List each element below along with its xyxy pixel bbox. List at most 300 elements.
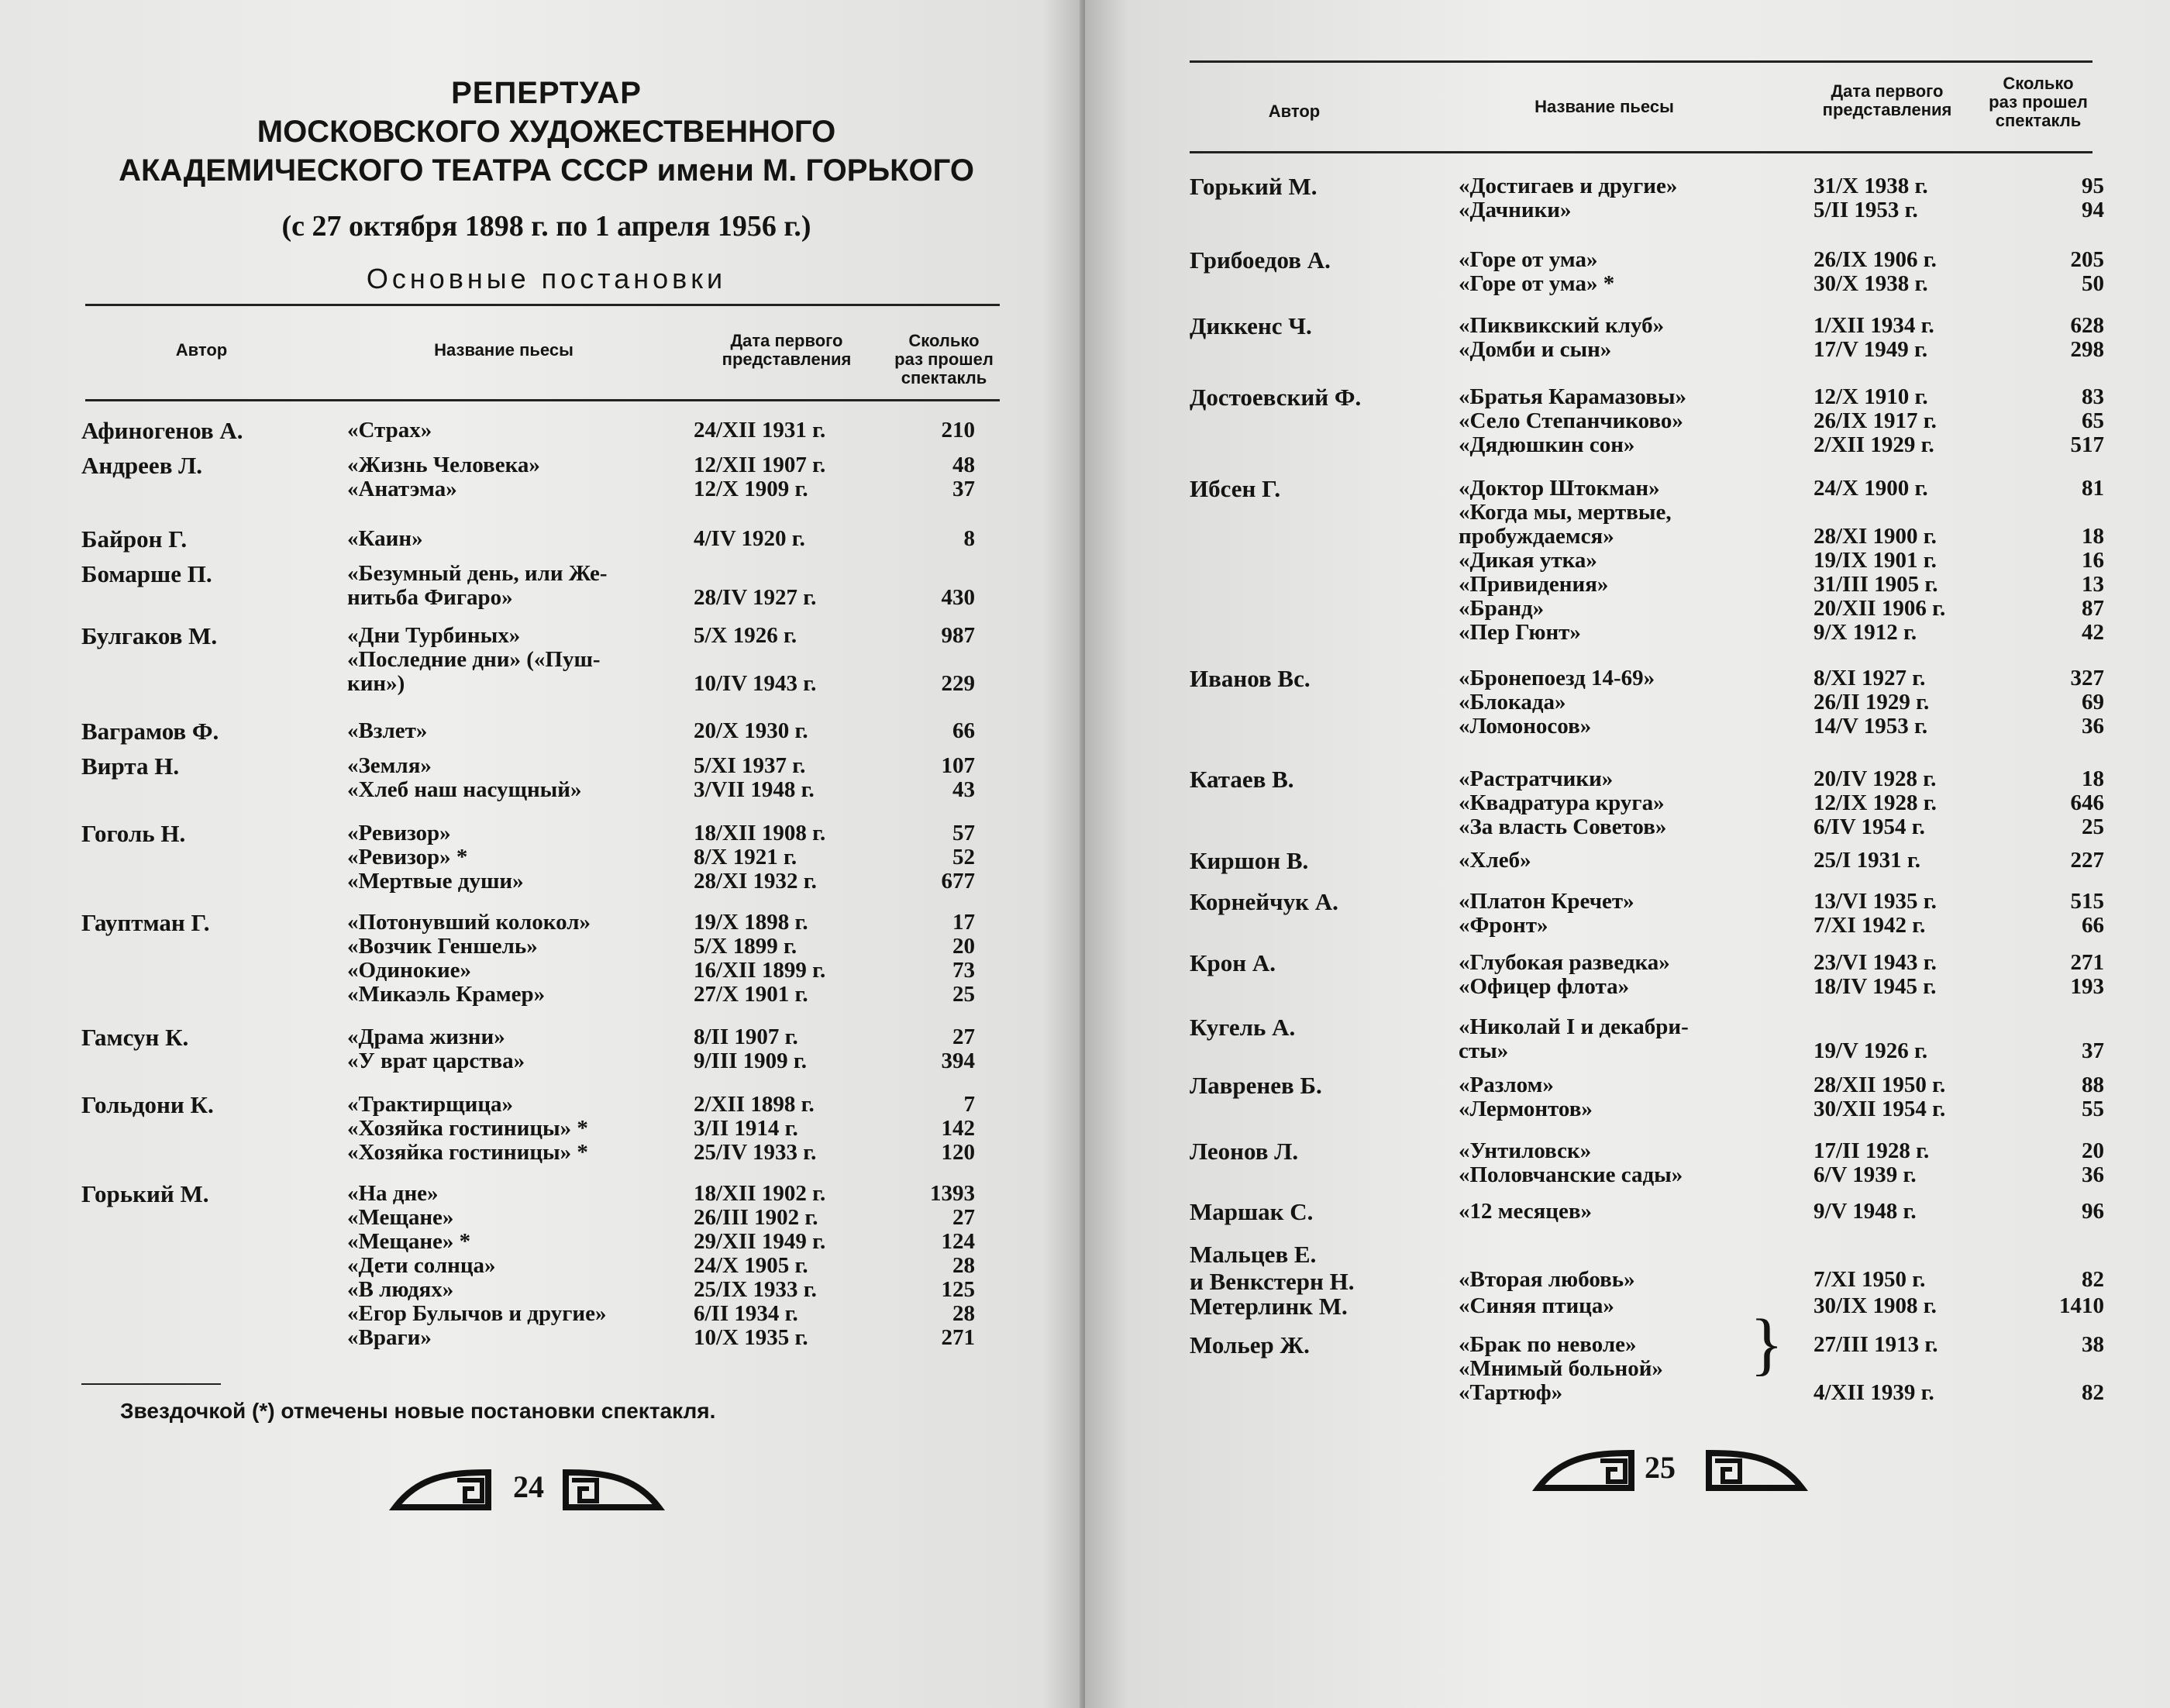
play-list — [1459, 1200, 2124, 1224]
performance-count: 517 — [2070, 432, 2104, 457]
author-name: Афиногенов А. — [81, 417, 243, 444]
performance-count: 73 — [952, 958, 975, 983]
author-name: Маршак С. — [1190, 1198, 1314, 1225]
play-entry — [347, 1141, 1038, 1165]
performance-count: 124 — [941, 1229, 975, 1254]
table-top-rule — [85, 304, 1000, 306]
play-entry — [347, 672, 1038, 696]
header-author: Автор — [175, 340, 228, 360]
premiere-date: 18/IV 1945 г. — [1814, 974, 1937, 999]
play-entry — [347, 754, 1038, 778]
premiere-date: 8/XI 1927 г. — [1814, 666, 1926, 690]
performance-count: 36 — [2082, 1162, 2104, 1187]
play-title: «Пиквикский клуб» — [1459, 313, 1665, 338]
play-title: «Мнимый больной» — [1459, 1356, 1663, 1381]
performance-count: 94 — [2082, 198, 2104, 222]
performance-count: 38 — [2082, 1332, 2104, 1357]
play-title: «Синяя птица» — [1459, 1293, 1614, 1318]
premiere-date: 8/II 1907 г. — [694, 1024, 798, 1049]
author-name: Гауптман Г. — [81, 909, 210, 936]
play-title: «12 месяцев» — [1459, 1199, 1593, 1224]
page-number-left: 24 — [513, 1469, 544, 1504]
performance-count: 57 — [952, 821, 975, 845]
performance-count: 18 — [2082, 524, 2104, 549]
premiere-date: 3/II 1914 г. — [694, 1116, 798, 1141]
play-title: «Последние дни» («Пуш- — [347, 647, 601, 672]
play-entry — [347, 935, 1038, 959]
title-dates: (с 27 октября 1898 г. по 1 апреля 1956 г.) — [281, 210, 811, 243]
premiere-date: 6/IV 1954 г. — [1814, 814, 1925, 839]
premiere-date: 26/II 1929 г. — [1814, 690, 1930, 715]
play-entry — [347, 845, 1038, 869]
performance-count: 66 — [952, 718, 975, 743]
play-list — [1459, 849, 2124, 873]
play-list — [347, 911, 1038, 1007]
author-name: Гоголь Н. — [81, 820, 186, 847]
performance-count: 55 — [2082, 1097, 2104, 1121]
play-title: «Бронепоезд 14-69» — [1459, 666, 1655, 690]
play-list — [347, 719, 1038, 743]
premiere-date: 6/V 1939 г. — [1814, 1162, 1917, 1187]
premiere-date: 18/XII 1902 г. — [694, 1181, 826, 1206]
performance-count: 69 — [2082, 690, 2104, 715]
premiere-date: 31/III 1905 г. — [1814, 572, 1938, 597]
play-entry — [1459, 1357, 2124, 1381]
footnote: Звездочкой (*) отмечены новые постановки спектакля. — [120, 1399, 716, 1423]
author-name: Киршон В. — [1190, 847, 1309, 874]
play-entry — [1459, 338, 2124, 362]
play-list — [347, 418, 1038, 442]
play-entry — [347, 1278, 1038, 1302]
header-count-right-line3: спектакль — [1995, 111, 2082, 130]
play-entry — [347, 869, 1038, 894]
premiere-date: 27/X 1901 г. — [694, 982, 808, 1007]
play-title: «Николай I и декабри- — [1459, 1014, 1689, 1039]
premiere-date: 5/XI 1937 г. — [694, 753, 806, 778]
play-title: «Дети солнца» — [347, 1253, 496, 1278]
premiere-date: 19/X 1898 г. — [694, 910, 808, 935]
premiere-date: 9/V 1948 г. — [1814, 1199, 1917, 1224]
play-entry — [1459, 815, 2124, 839]
play-entry — [1459, 666, 2124, 690]
premiere-date: 13/VI 1935 г. — [1814, 889, 1937, 914]
play-entry — [1459, 690, 2124, 715]
premiere-date: 20/IV 1928 г. — [1814, 766, 1937, 791]
play-entry — [1459, 573, 2124, 597]
play-list — [347, 624, 1038, 696]
play-title: «Земля» — [347, 753, 432, 778]
header-count-right-line2: раз прошел — [1989, 92, 2088, 112]
author-name: Катаев В. — [1190, 766, 1294, 793]
author-name: Ибсен Г. — [1190, 475, 1281, 502]
play-list — [1459, 477, 2124, 645]
author-name: Иванов Вс. — [1190, 665, 1311, 692]
play-entry — [1459, 1200, 2124, 1224]
premiere-date: 2/XII 1898 г. — [694, 1092, 815, 1117]
play-entry — [347, 959, 1038, 983]
play-title: «Взлет» — [347, 718, 428, 743]
play-title: «Дачники» — [1459, 198, 1572, 222]
play-entry — [1459, 477, 2124, 501]
play-title: «Офицер флота» — [1459, 974, 1630, 999]
play-list — [1459, 1333, 2124, 1405]
play-entry — [347, 719, 1038, 743]
play-list — [1459, 1015, 2124, 1063]
play-entry — [1459, 1163, 2124, 1187]
play-entry — [347, 586, 1038, 610]
performance-count: 18 — [2082, 766, 2104, 791]
play-title: «Доктор Штокман» — [1459, 476, 1660, 501]
play-list — [1459, 890, 2124, 938]
author-name: Бомарше П. — [81, 560, 212, 587]
play-entry — [347, 1206, 1038, 1230]
play-title: «Хлеб наш насущный» — [347, 777, 582, 802]
play-entry — [1459, 1381, 2124, 1405]
performance-count: 66 — [2082, 913, 2104, 938]
play-entry — [347, 624, 1038, 648]
play-title: «Фронт» — [1459, 913, 1548, 938]
play-title: «За власть Советов» — [1459, 814, 1667, 839]
performance-count: 17 — [952, 910, 975, 935]
play-entry — [1459, 501, 2124, 525]
performance-count: 125 — [941, 1277, 975, 1302]
author-name: Лавренев Б. — [1190, 1072, 1322, 1099]
performance-count: 205 — [2070, 247, 2104, 272]
premiere-date: 31/X 1938 г. — [1814, 174, 1928, 198]
header-bottom-rule-right — [1190, 151, 2092, 153]
author-name: Гольдони К. — [81, 1091, 214, 1118]
play-list — [347, 1093, 1038, 1165]
title-line-2: МОСКОВСКОГО ХУДОЖЕСТВЕННОГО — [257, 115, 836, 149]
performance-count: 36 — [2082, 714, 2104, 739]
play-title: «Возчик Геншель» — [347, 934, 538, 959]
performance-count: 65 — [2082, 408, 2104, 433]
performance-count: 229 — [941, 671, 975, 696]
author-name: Горький М. — [81, 1180, 209, 1207]
performance-count: 8 — [963, 526, 975, 551]
play-list — [1459, 174, 2124, 222]
premiere-date: 10/IV 1943 г. — [694, 671, 817, 696]
author-name: Мальцев Е. — [1190, 1241, 1317, 1268]
play-title: «Одинокие» — [347, 958, 472, 983]
performance-count: 327 — [2070, 666, 2104, 690]
play-entry — [1459, 272, 2124, 296]
play-title: «Пер Гюнт» — [1459, 620, 1581, 645]
performance-count: 28 — [952, 1253, 975, 1278]
play-title: «Братья Карамазовы» — [1459, 384, 1686, 409]
play-entry — [1459, 549, 2124, 573]
play-title: «Домби и сын» — [1459, 337, 1612, 362]
play-title: «Дикая утка» — [1459, 548, 1597, 573]
performance-count: 82 — [2082, 1380, 2104, 1405]
play-entry — [347, 1302, 1038, 1326]
premiere-date: 28/XI 1900 г. — [1814, 524, 1937, 549]
title-line-3: АКАДЕМИЧЕСКОГО ТЕАТРА СССР имени М. ГОРЬКОГО — [119, 153, 974, 188]
play-title: «Привидения» — [1459, 572, 1609, 597]
play-entry — [347, 1326, 1038, 1350]
play-entry — [347, 778, 1038, 802]
play-entry — [1459, 1139, 2124, 1163]
premiere-date: 6/II 1934 г. — [694, 1301, 798, 1326]
play-title: «Анатэма» — [347, 477, 457, 501]
play-list — [1459, 951, 2124, 999]
play-list — [1459, 666, 2124, 739]
author-name: Корнейчук А. — [1190, 888, 1338, 915]
page-right — [1085, 0, 2170, 1708]
play-entry — [1459, 248, 2124, 272]
play-entry — [1459, 951, 2124, 975]
play-entry — [1459, 914, 2124, 938]
premiere-date: 24/X 1905 г. — [694, 1253, 808, 1278]
author-name: Булгаков М. — [81, 622, 218, 649]
play-title: «Дни Турбиных» — [347, 623, 521, 648]
play-title: «Брак по неволе» — [1459, 1332, 1637, 1357]
performance-count: 16 — [2082, 548, 2104, 573]
play-entry — [347, 527, 1038, 551]
premiere-date: 26/III 1902 г. — [694, 1205, 818, 1230]
play-entry — [1459, 409, 2124, 433]
play-title: «Бранд» — [1459, 596, 1545, 621]
play-entry — [1459, 1097, 2124, 1121]
play-list — [347, 527, 1038, 551]
performance-count: 271 — [941, 1325, 975, 1350]
premiere-date: 28/XI 1932 г. — [694, 869, 817, 894]
play-title: «Жизнь Человека» — [347, 453, 540, 477]
play-entry — [1459, 890, 2124, 914]
premiere-date: 5/X 1899 г. — [694, 934, 797, 959]
play-entry — [1459, 1039, 2124, 1063]
play-entry — [347, 1025, 1038, 1049]
premiere-date: 27/III 1913 г. — [1814, 1332, 1938, 1357]
play-list — [347, 562, 1038, 610]
play-title: «Разлом» — [1459, 1073, 1554, 1097]
premiere-date: 26/IX 1917 г. — [1814, 408, 1937, 433]
premiere-date: 19/V 1926 г. — [1814, 1038, 1928, 1063]
performance-count: 515 — [2070, 889, 2104, 914]
header-date-right-line1: Дата первого — [1831, 81, 1944, 101]
play-title: «Потонувший колокол» — [347, 910, 591, 935]
play-entry — [347, 648, 1038, 672]
brace-moliere: } — [1750, 1306, 1784, 1383]
play-title: «Блокада» — [1459, 690, 1566, 715]
header-date-right — [1798, 82, 1976, 119]
header-count-line3: спектакль — [901, 368, 987, 387]
title-line-1: РЕПЕРТУАР — [451, 76, 642, 110]
play-title: кин») — [347, 671, 405, 696]
play-title: «Ревизор» — [347, 821, 451, 845]
performance-count: 43 — [952, 777, 975, 802]
play-title: «Вторая любовь» — [1459, 1267, 1635, 1292]
premiere-date: 1/XII 1934 г. — [1814, 313, 1934, 338]
premiere-date: 12/IX 1928 г. — [1814, 790, 1937, 815]
performance-count: 50 — [2082, 271, 2104, 296]
performance-count: 142 — [941, 1116, 975, 1141]
header-play-right: Название пьесы — [1534, 97, 1674, 116]
performance-count: 25 — [2082, 814, 2104, 839]
premiere-date: 16/XII 1899 г. — [694, 958, 826, 983]
play-list — [1459, 314, 2124, 362]
premiere-date: 23/VI 1943 г. — [1814, 950, 1937, 975]
author-name: Мольер Ж. — [1190, 1331, 1310, 1358]
premiere-date: 7/XI 1950 г. — [1814, 1267, 1926, 1292]
play-entry — [1459, 385, 2124, 409]
author-name: Байрон Г. — [81, 525, 188, 553]
play-entry — [347, 1182, 1038, 1206]
play-entry — [1459, 849, 2124, 873]
premiere-date: 25/I 1931 г. — [1814, 848, 1920, 873]
author-name: Гамсун К. — [81, 1024, 189, 1051]
play-entry — [347, 821, 1038, 845]
author-name: Крон А. — [1190, 949, 1276, 976]
play-list — [347, 1182, 1038, 1350]
premiere-date: 12/X 1909 г. — [694, 477, 808, 501]
play-entry — [1459, 767, 2124, 791]
premiere-date: 2/XII 1929 г. — [1814, 432, 1934, 457]
performance-count: 42 — [2082, 620, 2104, 645]
premiere-date: 28/IV 1927 г. — [694, 585, 817, 610]
play-title: «Каин» — [347, 526, 423, 551]
author-name: Диккенс Ч. — [1190, 312, 1312, 339]
premiere-date: 3/VII 1948 г. — [694, 777, 815, 802]
play-entry — [347, 983, 1038, 1007]
premiere-date: 4/XII 1939 г. — [1814, 1380, 1934, 1405]
header-date — [698, 332, 876, 369]
author-name: Метерлинк М. — [1190, 1293, 1348, 1320]
play-title: «На дне» — [347, 1181, 439, 1206]
performance-count: 25 — [952, 982, 975, 1007]
premiere-date: 26/IX 1906 г. — [1814, 247, 1937, 272]
play-list — [1459, 1139, 2124, 1187]
play-list — [347, 754, 1038, 802]
play-entry — [347, 911, 1038, 935]
title-block — [81, 74, 1011, 295]
section-subtitle: Основные постановки — [366, 263, 727, 294]
play-list — [1459, 248, 2124, 296]
play-list — [347, 453, 1038, 501]
play-title: «Горе от ума» * — [1459, 271, 1615, 296]
performance-count: 27 — [952, 1024, 975, 1049]
header-date-line1: Дата первого — [730, 331, 843, 350]
play-title: «В людях» — [347, 1277, 454, 1302]
play-title: «Дядюшкин сон» — [1459, 432, 1635, 457]
play-title: «Лермонтов» — [1459, 1097, 1593, 1121]
header-date-line2: представления — [722, 350, 852, 369]
play-title: «Горе от ума» — [1459, 247, 1598, 272]
premiere-date: 28/XII 1950 г. — [1814, 1073, 1946, 1097]
premiere-date: 17/V 1949 г. — [1814, 337, 1928, 362]
premiere-date: 12/XII 1907 г. — [694, 453, 826, 477]
performance-count: 52 — [952, 845, 975, 869]
premiere-date: 24/XII 1931 г. — [694, 418, 826, 442]
premiere-date: 25/IV 1933 г. — [694, 1140, 817, 1165]
author-name: Вирта Н. — [81, 752, 180, 780]
header-count — [882, 332, 1006, 387]
performance-count: 210 — [941, 418, 975, 442]
premiere-date: 18/XII 1908 г. — [694, 821, 826, 845]
play-list — [1459, 1268, 2124, 1292]
performance-count: 394 — [941, 1049, 975, 1073]
premiere-date: 10/X 1935 г. — [694, 1325, 808, 1350]
play-entry — [1459, 174, 2124, 198]
performance-count: 298 — [2070, 337, 2104, 362]
table-top-rule-right — [1190, 60, 2092, 63]
author-name: Достоевский Ф. — [1190, 384, 1362, 411]
author-name: Грибоедов А. — [1190, 246, 1331, 274]
page-number-right: 25 — [1645, 1450, 1676, 1485]
play-title: «Половчанские сады» — [1459, 1162, 1683, 1187]
play-entry — [347, 418, 1038, 442]
header-bottom-rule — [85, 399, 1000, 401]
play-title: «Враги» — [347, 1325, 432, 1350]
play-entry — [1459, 314, 2124, 338]
play-title: «Платон Кречет» — [1459, 889, 1634, 914]
play-entry — [347, 477, 1038, 501]
performance-count: 7 — [963, 1092, 975, 1117]
performance-count: 20 — [952, 934, 975, 959]
play-title: «Глубокая разведка» — [1459, 950, 1670, 975]
play-title: «Драма жизни» — [347, 1024, 505, 1049]
premiere-date: 24/X 1900 г. — [1814, 476, 1928, 501]
performance-count: 82 — [2082, 1267, 2104, 1292]
play-entry — [1459, 525, 2124, 549]
premiere-date: 25/IX 1933 г. — [694, 1277, 817, 1302]
performance-count: 95 — [2082, 174, 2104, 198]
author-name: Кугель А. — [1190, 1014, 1296, 1041]
premiere-date: 5/II 1953 г. — [1814, 198, 1918, 222]
play-entry — [1459, 715, 2124, 739]
play-entry — [1459, 1333, 2124, 1357]
performance-count: 88 — [2082, 1073, 2104, 1097]
performance-count: 271 — [2070, 950, 2104, 975]
performance-count: 987 — [941, 623, 975, 648]
play-entry — [1459, 791, 2124, 815]
performance-count: 628 — [2070, 313, 2104, 338]
play-title: «Тартюф» — [1459, 1380, 1563, 1405]
performance-count: 81 — [2082, 476, 2104, 501]
performance-count: 227 — [2070, 848, 2104, 873]
author-name-secondary: и Венкстерн Н. — [1190, 1268, 1355, 1295]
play-entry — [1459, 975, 2124, 999]
performance-count: 37 — [952, 477, 975, 501]
play-title: «Растратчики» — [1459, 766, 1614, 791]
performance-count: 120 — [941, 1140, 975, 1165]
premiere-date: 14/V 1953 г. — [1814, 714, 1928, 739]
play-title: «Егор Булычов и другие» — [347, 1301, 607, 1326]
play-title: «Ломоносов» — [1459, 714, 1592, 739]
play-title: «Когда мы, мертвые, — [1459, 500, 1672, 525]
play-entry — [347, 1230, 1038, 1254]
play-entry — [347, 1049, 1038, 1073]
premiere-date: 7/XI 1942 г. — [1814, 913, 1926, 938]
header-play: Название пьесы — [434, 340, 574, 360]
play-entry — [1459, 1268, 2124, 1292]
premiere-date: 19/IX 1901 г. — [1814, 548, 1937, 573]
performance-count: 37 — [2082, 1038, 2104, 1063]
premiere-date: 9/III 1909 г. — [694, 1049, 808, 1073]
footnote-rule — [81, 1383, 221, 1385]
author-name: Леонов Л. — [1190, 1138, 1299, 1165]
performance-count: 28 — [952, 1301, 975, 1326]
premiere-date: 30/IX 1908 г. — [1814, 1293, 1937, 1318]
play-title: «Микаэль Крамер» — [347, 982, 546, 1007]
play-entry — [1459, 1015, 2124, 1039]
performance-count: 13 — [2082, 572, 2104, 597]
play-title: «Безумный день, или Же- — [347, 561, 608, 586]
premiere-date: 30/X 1938 г. — [1814, 271, 1928, 296]
play-title: «Страх» — [347, 418, 432, 442]
play-entry — [347, 1254, 1038, 1278]
performance-count: 96 — [2082, 1199, 2104, 1224]
